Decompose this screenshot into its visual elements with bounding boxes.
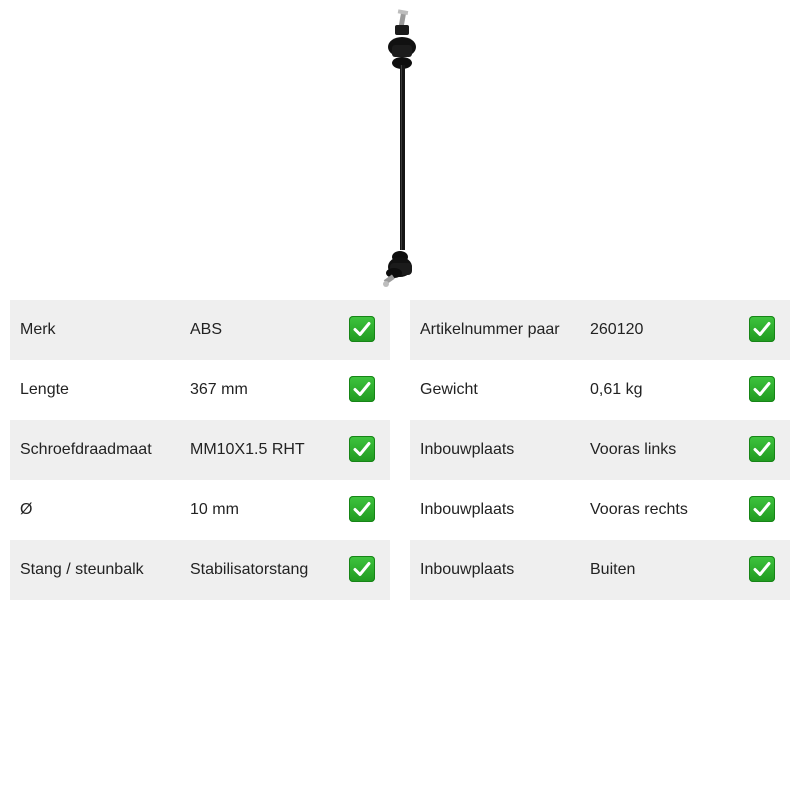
spec-label: Inbouwplaats [420, 501, 515, 518]
spec-value: Buiten [590, 561, 636, 578]
spec-value: 260120 [590, 321, 644, 338]
spec-label: Inbouwplaats [420, 441, 515, 458]
spec-label: Schroefdraadmaat [20, 441, 152, 458]
spec-table-left [10, 300, 390, 600]
green-check-icon [349, 496, 375, 522]
green-check-icon [349, 316, 375, 342]
spec-label: Gewicht [420, 381, 478, 398]
green-check-icon [749, 556, 775, 582]
stabilizer-link-icon [340, 5, 460, 290]
green-check-icon [749, 436, 775, 462]
spec-value: Vooras links [590, 441, 677, 458]
spec-value: 0,61 kg [590, 381, 643, 398]
spec-label: Inbouwplaats [420, 561, 515, 578]
spec-table-right [410, 300, 790, 600]
spec-row-fitting-position-2 [410, 480, 790, 540]
green-check-icon [749, 496, 775, 522]
spec-label: Stang / steunbalk [20, 561, 144, 578]
spec-row-pair-article-number [410, 300, 790, 360]
spec-label: Merk [20, 321, 56, 338]
spec-value: 367 mm [190, 381, 248, 398]
spec-value: ABS [190, 321, 223, 338]
green-check-icon [349, 556, 375, 582]
green-check-icon [749, 376, 775, 402]
green-check-icon [349, 376, 375, 402]
spec-value: MM10X1.5 RHT [190, 441, 305, 458]
spec-label: Lengte [20, 381, 69, 398]
spec-row-weight [410, 360, 790, 420]
spec-label: Artikelnummer paar [420, 321, 560, 338]
spec-value: Stabilisatorstang [190, 561, 309, 578]
spec-label: Ø [20, 501, 33, 518]
spec-row-diameter [10, 480, 390, 540]
spec-row-thread-size [10, 420, 390, 480]
spec-row-rod-type [10, 540, 390, 600]
product-image [340, 5, 460, 290]
green-check-icon [349, 436, 375, 462]
spec-row-length [10, 360, 390, 420]
spec-row-brand [10, 300, 390, 360]
spec-value: Vooras rechts [590, 501, 688, 518]
spec-row-fitting-position-1 [410, 420, 790, 480]
green-check-icon [749, 316, 775, 342]
spec-value: 10 mm [190, 501, 239, 518]
spec-row-fitting-position-3 [410, 540, 790, 600]
